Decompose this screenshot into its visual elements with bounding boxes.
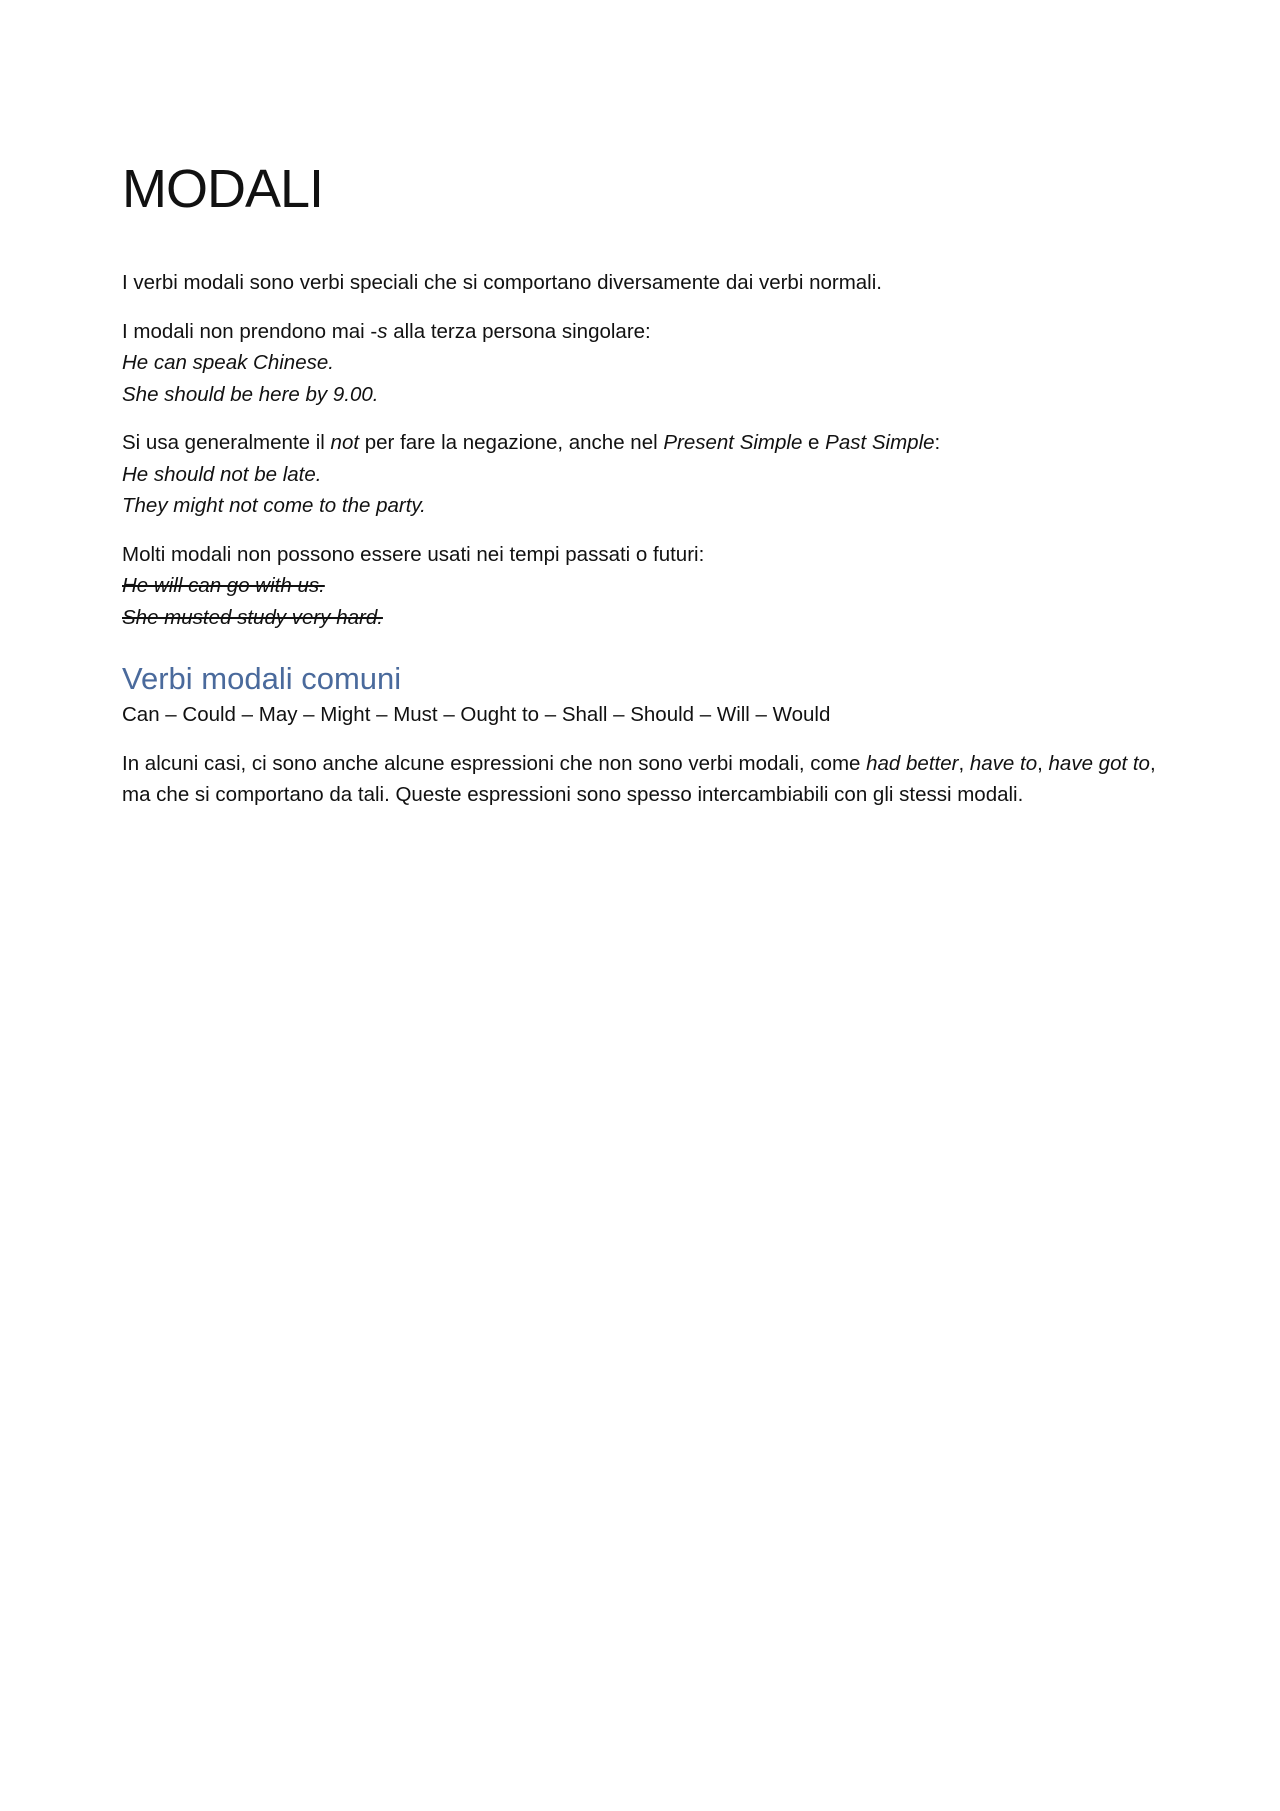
closing-paragraph: [122, 748, 1162, 811]
closing-text-part: In alcuni casi, ci sono anche alcune espressioni che non sono verbi modali, come: [122, 751, 867, 775]
rule-text-part: :: [934, 431, 941, 455]
rule-tenses-text: Molti modali non possono essere usati nei tempi passati o futuri:: [122, 542, 705, 566]
rule-text-part: Si usa generalmente il: [122, 431, 331, 455]
closing-text-part: ,: [958, 751, 970, 775]
closing-text-part: ,: [1037, 751, 1049, 775]
closing-text-italic: have to: [969, 751, 1038, 775]
rule-text-part: I modali non prendono mai -: [122, 319, 378, 343]
intro-text: I verbi modali sono verbi speciali che si comportano diversamente dai verbi normali.: [122, 271, 882, 295]
document-title: MODALI: [122, 159, 324, 219]
modal-verbs-list: Can – Could – May – Might – Must – Ought to – Shall – Should – Will – Would: [122, 703, 831, 727]
example-sentence: She should be here by 9.00.: [122, 382, 379, 406]
example-sentence: They might not come to the party.: [122, 494, 426, 518]
closing-text-italic: had better: [866, 751, 959, 775]
wrong-example-sentence: He will can go with us.: [122, 574, 325, 598]
wrong-example-sentence: She musted study very hard.: [122, 605, 383, 629]
rule-text-italic: not: [330, 431, 360, 455]
rule-text-italic: Present Simple: [663, 431, 803, 455]
rule-text-italic: s: [377, 319, 388, 343]
intro-paragraph: [122, 267, 1162, 299]
rule-third-person-paragraph: [122, 316, 1162, 411]
rule-third-person-text: [122, 316, 1162, 348]
rule-text-part: alla terza persona singolare:: [387, 319, 651, 343]
rule-text-italic: Past Simple: [825, 431, 935, 455]
closing-text-italic: have got to: [1048, 751, 1150, 775]
rule-text-part: per fare la negazione, anche nel: [359, 431, 664, 455]
closing-text-part: , ma che si comportano da tali. Queste espressioni sono spesso intercambiabili con gli stessi modali.: [122, 751, 1156, 807]
rule-negation-text: [122, 427, 1162, 459]
rule-negation-paragraph: [122, 427, 1162, 522]
rule-tenses-paragraph: [122, 539, 1162, 634]
section-heading: Verbi modali comuni: [122, 661, 402, 697]
rule-text-part: e: [802, 431, 826, 455]
document-content: [122, 160, 1162, 828]
example-sentence: He can speak Chinese.: [122, 351, 334, 375]
example-sentence: He should not be late.: [122, 462, 322, 486]
